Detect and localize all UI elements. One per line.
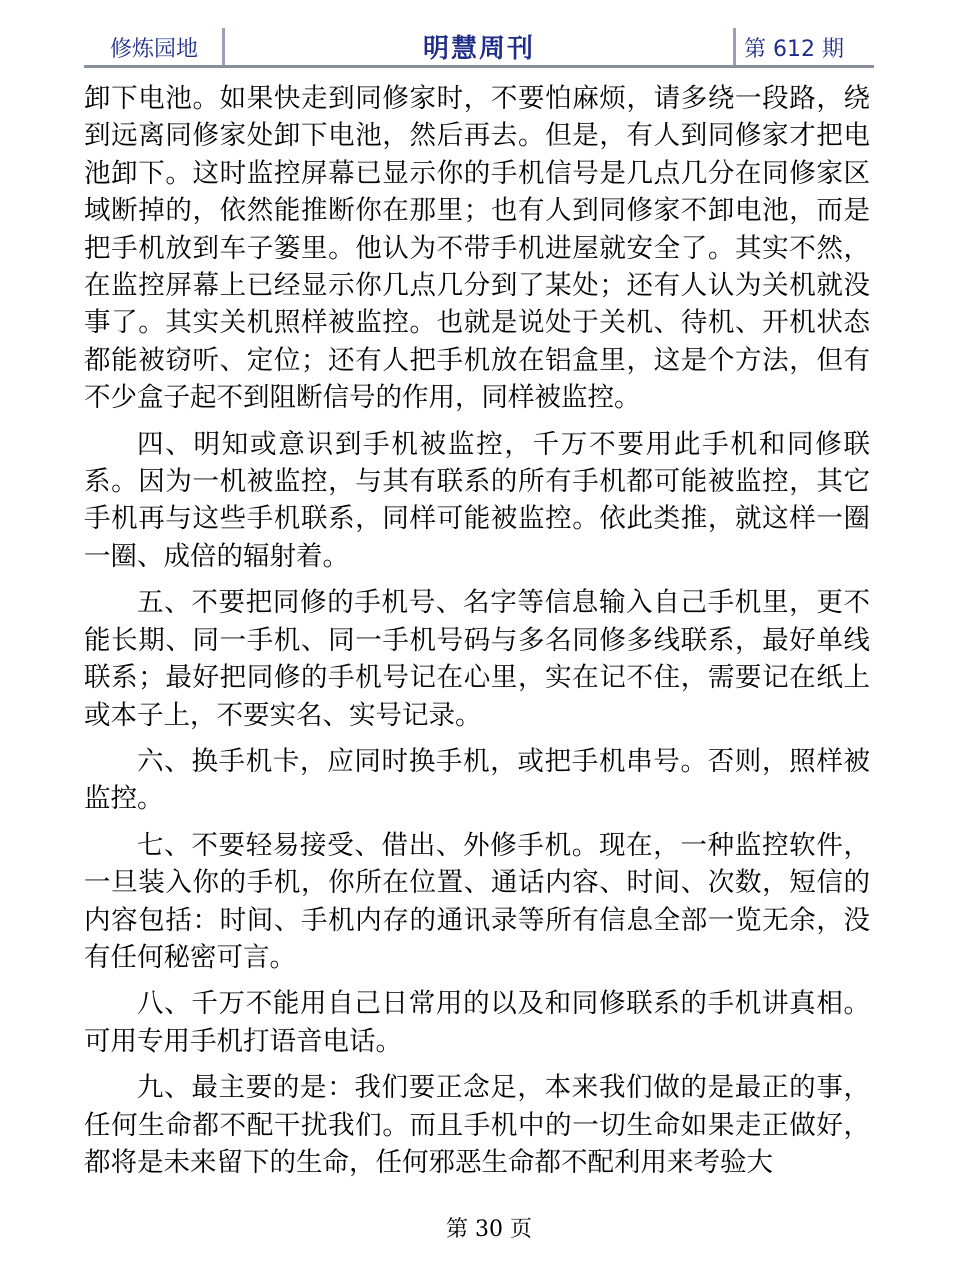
- paragraph-continuation: 卸下电池。如果快走到同修家时，不要怕麻烦，请多绕一段路，绕到远离同修家处卸下电池，然后再去。但是，有人到同修家才把电池卸下。这时监控屏幕已显示你的手机信号是几点几分在同修家区域断掉的，依然能推断你在那里；也有人到同修家不卸电池，而是把手机放到车子篓里。他认为不带手机进屋就安全了。其实不然，在监控屏幕上已经显示你几点几分到了某处；还有人认为关机就没事了。其实关机照样被监控。也就是说处于关机、待机、开机状态都能被窃听、定位；还有人把手机放在铝盒里，这是个方法，但有不少盒子起不到阻断信号的作用，同样被监控。: [84, 83, 870, 414]
- paragraph-item-8: 八、千万不能用自己日常用的以及和同修联系的手机讲真相。可用专用手机打语音电话。: [84, 988, 870, 1057]
- publication-title: 明慧周刊: [422, 34, 535, 64]
- header-divider-right: [733, 28, 736, 68]
- paragraph-item-9: 九、最主要的是：我们要正念足，本来我们做的是最正的事，任何生命都不配干扰我们。而且手机中的一切生命如果走正做好，都将是未来留下的生命，任何邪恶生命都不配利用来考验大: [84, 1072, 870, 1178]
- paragraph-item-5: 五、不要把同修的手机号、名字等信息输入自己手机里，更不能长期、同一手机、同一手机号码与多名同修多线联系，最好单线联系；最好把同修的手机号记在心里，实在记不住，需要记在纸上或本子上，不要实名、实号记录。: [84, 587, 870, 731]
- paragraph-item-4: 四、明知或意识到手机被监控，千万不要用此手机和同修联系。因为一机被监控，与其有联系的所有手机都可能被监控，其它手机再与这些手机联系，同样可能被监控。依此类推，就这样一圈一圈、成倍的辐射着。: [84, 428, 870, 572]
- section-name: 修炼园地: [110, 37, 199, 62]
- article-body: [84, 80, 870, 1190]
- header-rule: [84, 65, 874, 68]
- issue-number: 第 612 期: [744, 37, 844, 62]
- paragraph-item-6: 六、换手机卡，应同时换手机，或把手机串号。否则，照样被监控。: [84, 745, 870, 815]
- paragraph-item-7: 七、不要轻易接受、借出、外修手机。现在，一种监控软件，一旦装入你的手机，你所在位置、通话内容、时间、次数，短信的内容包括：时间、手机内存的通讯录等所有信息全部一览无余，没有任何秘密可言。: [84, 829, 870, 973]
- page-number: 第 30 页: [446, 1217, 532, 1242]
- page-header: [84, 22, 874, 70]
